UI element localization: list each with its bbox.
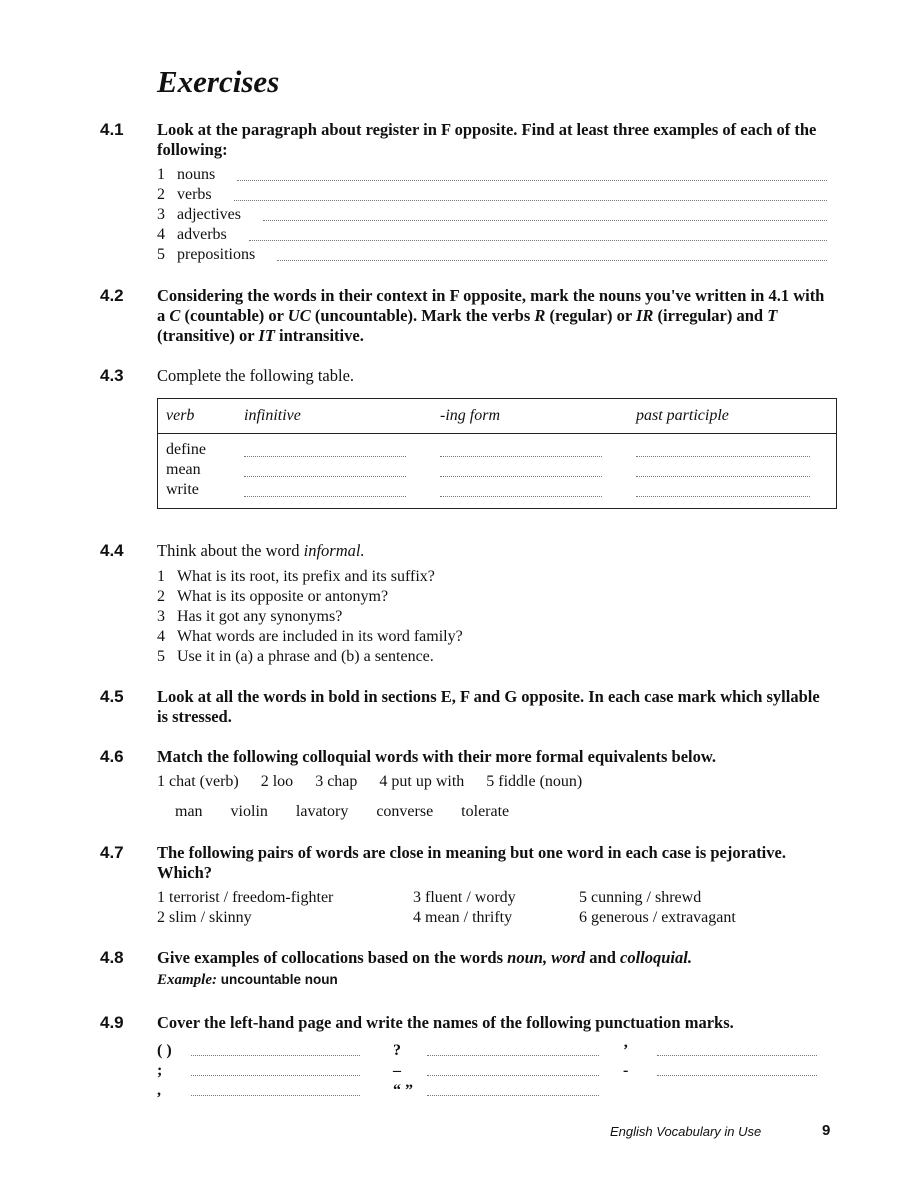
list-item: lavatory [295, 803, 349, 820]
exercise-number: 4.3 [100, 366, 124, 385]
answer-line [157, 165, 827, 185]
answer-blank[interactable] [191, 1049, 360, 1056]
colloquial-words [157, 772, 827, 792]
exercise-number: 4.6 [100, 747, 124, 766]
exercise-instruction: Cover the left-hand page and write the names of the following punctuation marks. [157, 1013, 734, 1032]
answer-blank[interactable] [237, 174, 827, 181]
answer-blank[interactable] [277, 254, 827, 261]
answer-blank[interactable] [636, 464, 810, 477]
table-header-row [158, 399, 837, 434]
exercise-number: 4.4 [100, 541, 124, 560]
answer-line [157, 225, 827, 245]
exercise-number: 4.1 [100, 120, 124, 139]
exercise-instruction: Considering the words in their context in F opposite, mark the nouns you've written in 4.1 with a C (countable) or UC (uncountable). Mark the verbs R (regular) or IR (irregular) and T (transitive) or IT intransitive. [157, 286, 825, 345]
item-label: prepositions [177, 246, 256, 263]
list-item: 2 loo [260, 773, 294, 790]
answer-blank[interactable] [263, 214, 827, 221]
column-header: -ing form [432, 399, 628, 434]
list-item: 2 What is its opposite or antonym? [157, 588, 389, 605]
formal-words [157, 802, 827, 822]
item-label: adjectives [177, 206, 241, 223]
answer-blank[interactable] [244, 444, 406, 457]
example-label: Example: [157, 972, 217, 988]
exercise-instruction: The following pairs of words are close in meaning but one word in each case is pejorative. Which? [157, 843, 786, 882]
verb-forms-table [157, 398, 837, 509]
item-label: nouns [177, 166, 216, 183]
example-line [157, 972, 827, 989]
question-list [157, 567, 827, 667]
answer-blank[interactable] [440, 484, 602, 497]
item-number: 5 [157, 246, 165, 263]
answer-blank[interactable] [636, 484, 810, 497]
answer-blank[interactable] [244, 464, 406, 477]
verb-cell: mean [166, 461, 201, 478]
punctuation-item: - [623, 1060, 817, 1080]
page-title: Exercises [157, 64, 280, 99]
exercise-number: 4.8 [100, 948, 124, 967]
punctuation-item: , [157, 1080, 360, 1100]
answer-list [157, 165, 827, 265]
answer-blank[interactable] [440, 444, 602, 457]
list-item: 5 fiddle (noun) [486, 773, 583, 790]
column-header: infinitive [236, 399, 432, 434]
list-item: 3 chap [315, 773, 358, 790]
answer-blank[interactable] [427, 1069, 599, 1076]
list-item: tolerate [461, 803, 510, 820]
list-item: violin [230, 803, 268, 820]
exercise-instruction: Match the following colloquial words with their more formal equivalents below. [157, 747, 716, 766]
exercise-number: 4.5 [100, 687, 124, 706]
item-number: 3 [157, 206, 165, 223]
list-item: 4 put up with [379, 773, 465, 790]
answer-line [157, 185, 827, 205]
match-list [157, 772, 827, 822]
list-item: 6 generous / extravagant [579, 909, 736, 926]
table-row [158, 434, 837, 461]
table-row [158, 480, 837, 509]
item-number: 1 [157, 166, 165, 183]
exercise-instruction: Give examples of collocations based on the words noun, word and colloquial. [157, 948, 692, 967]
verb-cell: write [166, 481, 199, 498]
punctuation-item: ; [157, 1060, 360, 1080]
list-item: 1 chat (verb) [157, 773, 239, 790]
item-label: verbs [177, 186, 212, 203]
answer-blank[interactable] [191, 1089, 360, 1096]
answer-line [157, 245, 827, 265]
list-item: man [175, 803, 203, 820]
example-value: uncountable noun [220, 972, 338, 987]
list-item: 2 slim / skinny [157, 909, 252, 926]
item-number: 4 [157, 226, 165, 243]
answer-blank[interactable] [657, 1049, 817, 1056]
table-row [158, 460, 837, 480]
verb-cell: define [166, 441, 206, 458]
answer-blank[interactable] [427, 1089, 599, 1096]
list-item: 5 cunning / shrewd [579, 889, 702, 906]
punctuation-item: – [393, 1060, 599, 1080]
item-label: adverbs [177, 226, 227, 243]
exercise-number: 4.2 [100, 286, 124, 305]
exercise-instruction: Look at the paragraph about register in F opposite. Find at least three examples of each of the following: [157, 120, 817, 159]
exercise-instruction: Complete the following table. [157, 366, 355, 385]
answer-blank[interactable] [244, 484, 406, 497]
column-header: past participle [628, 399, 837, 434]
answer-blank[interactable] [249, 234, 827, 241]
exercise-instruction: Think about the word informal. [157, 541, 365, 560]
exercise-number: 4.7 [100, 843, 124, 862]
list-item: 4 mean / thrifty [413, 909, 513, 926]
list-item: 3 fluent / wordy [413, 889, 516, 906]
answer-blank[interactable] [427, 1049, 599, 1056]
word-pairs [157, 888, 827, 928]
item-number: 2 [157, 186, 165, 203]
punctuation-item: ’ [623, 1040, 817, 1060]
punctuation-item: ? [393, 1040, 599, 1060]
answer-blank[interactable] [440, 464, 602, 477]
answer-blank[interactable] [657, 1069, 817, 1076]
exercise-instruction: Look at all the words in bold in sections E, F and G opposite. In each case mark which syllable is stressed. [157, 687, 820, 726]
answer-blank[interactable] [191, 1069, 360, 1076]
answer-line [157, 205, 827, 225]
list-item: 1 terrorist / freedom-fighter [157, 889, 334, 906]
page-number: 9 [822, 1122, 831, 1139]
list-item: 1 What is its root, its prefix and its suffix? [157, 568, 435, 585]
answer-blank[interactable] [234, 194, 827, 201]
list-item: 5 Use it in (a) a phrase and (b) a sentence. [157, 648, 434, 665]
book-title: English Vocabulary in Use [610, 1124, 762, 1139]
list-item: converse [376, 803, 434, 820]
exercise-number: 4.9 [100, 1013, 124, 1032]
list-item: 4 What words are included in its word family? [157, 628, 463, 645]
list-item: 3 Has it got any synonyms? [157, 608, 343, 625]
column-header: verb [158, 399, 237, 434]
punctuation-item: ( ) [157, 1040, 360, 1060]
answer-blank[interactable] [636, 444, 810, 457]
punctuation-item: “ ” [393, 1080, 599, 1100]
